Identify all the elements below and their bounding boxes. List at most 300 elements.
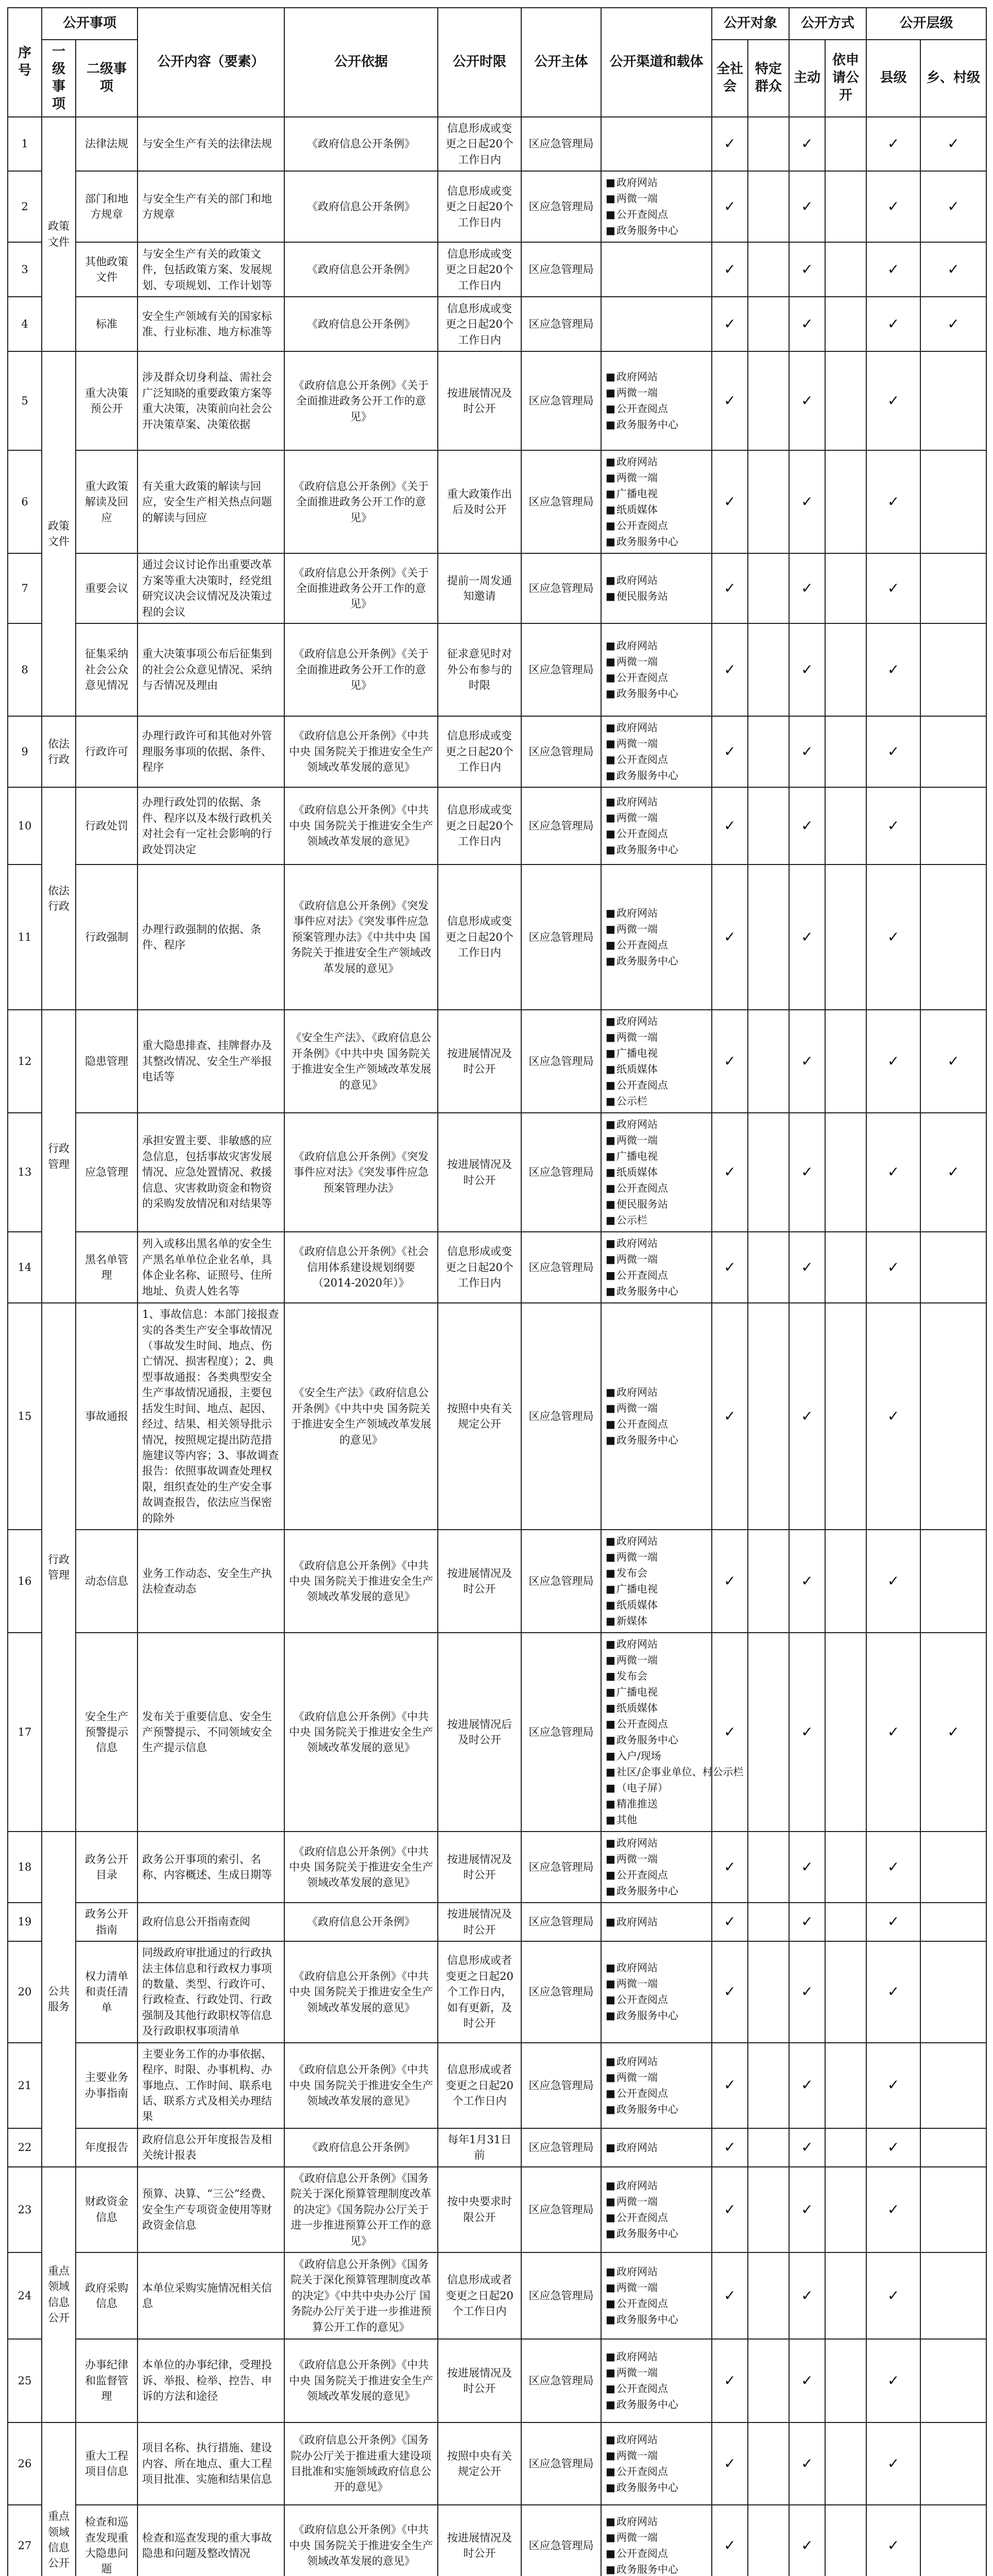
disclosure-subject: 区应急管理局 bbox=[521, 171, 601, 242]
disclosure-basis: 《政府信息公开条例》《关于全面推进政务公开工作的意见》 bbox=[284, 450, 438, 553]
level2-matter: 黑名单管理 bbox=[76, 1232, 138, 1303]
row-number: 3 bbox=[8, 242, 42, 297]
disclosure-time: 按进展情况及时公开 bbox=[438, 1530, 521, 1633]
method-active-check: ✓ bbox=[789, 1903, 825, 1941]
table-row bbox=[8, 1832, 986, 1903]
disclosure-subject: 区应急管理局 bbox=[521, 450, 601, 553]
table-row bbox=[8, 117, 986, 171]
channel-item: ■ 政务服务中心 bbox=[606, 842, 707, 858]
disclosure-basis: 《政府信息公开条例》 bbox=[284, 171, 438, 242]
disclosure-content: 政府信息公开年度报告及相关统计报表 bbox=[138, 2128, 284, 2167]
disclosure-content: 安全生产领域有关的国家标准、行业标准、地方标准等 bbox=[138, 297, 284, 351]
header-target: 公开对象 bbox=[712, 8, 789, 40]
target-all-check: ✓ bbox=[712, 1232, 748, 1303]
method-apply-check bbox=[825, 2043, 866, 2128]
method-active-check: ✓ bbox=[789, 2422, 825, 2505]
channel-item: ■ 政府网站 bbox=[606, 905, 707, 921]
level2-matter: 征集采纳社会公众意见情况 bbox=[76, 623, 138, 716]
hier-town-check: ✓ bbox=[920, 242, 986, 297]
disclosure-subject: 区应急管理局 bbox=[521, 1232, 601, 1303]
hier-town-check bbox=[920, 2167, 986, 2252]
disclosure-content: 与安全生产有关的法律法规 bbox=[138, 117, 284, 171]
disclosure-time: 重大政策作出后及时公开 bbox=[438, 450, 521, 553]
row-number: 9 bbox=[8, 716, 42, 787]
disclosure-basis: 《政府信息公开条例》《突发事件应对法》《突发事件应急预案管理办法》 bbox=[284, 1113, 438, 1232]
target-group-check bbox=[748, 2252, 789, 2339]
channel-item: ■ 两微一端 bbox=[606, 191, 707, 207]
hier-town-check bbox=[920, 1530, 986, 1633]
target-group-check bbox=[748, 623, 789, 716]
channel-item: ■ 政务服务中心 bbox=[606, 223, 707, 239]
disclosure-time: 信息形成或变更之日起20个工作日内 bbox=[438, 297, 521, 351]
disclosure-channels bbox=[601, 117, 712, 171]
channel-item: ■ 两微一端 bbox=[606, 921, 707, 937]
level1-matter: 重点领域信息公开 bbox=[42, 2422, 76, 2576]
channel-item: ■ 政务服务中心 bbox=[606, 2226, 707, 2242]
hier-town-check: ✓ bbox=[920, 1113, 986, 1232]
disclosure-time: 信息形成或变更之日起20个工作日内 bbox=[438, 787, 521, 865]
method-apply-check bbox=[825, 553, 866, 623]
header-method-apply: 依申请公开 bbox=[825, 40, 866, 117]
channel-item: ■ 公示栏 bbox=[606, 1093, 707, 1109]
disclosure-content: 1、事故信息：本部门接报查实的各类生产安全事故情况（事故发生时间、地点、伤亡情况、损害程度）；2、典型事故通报：各类典型安全生产事故情况通报，主要包括发生时间、地点、起因、经过、结果、相关领导批示情况，按照规定提出防范措施建议等内容；3、事故调查报告：依照事故调查处理权限，组织查处的生产安全事故调查报告，依法应当保密的除外 bbox=[138, 1303, 284, 1530]
method-active-check: ✓ bbox=[789, 623, 825, 716]
row-number: 23 bbox=[8, 2167, 42, 2252]
channel-item: ■ 公开查阅点 bbox=[606, 937, 707, 953]
row-number: 18 bbox=[8, 1832, 42, 1903]
disclosure-basis: 《政府信息公开条例》 bbox=[284, 297, 438, 351]
disclosure-subject: 区应急管理局 bbox=[521, 1530, 601, 1633]
target-all-check: ✓ bbox=[712, 1633, 748, 1832]
channel-item: ■ 两微一端 bbox=[606, 1029, 707, 1045]
level2-matter: 部门和地方规章 bbox=[76, 171, 138, 242]
disclosure-time: 信息形成或者变更之日起20个工作日内 bbox=[438, 2252, 521, 2339]
method-apply-check bbox=[825, 1303, 866, 1530]
method-apply-check bbox=[825, 1633, 866, 1832]
row-number: 24 bbox=[8, 2252, 42, 2339]
row-number: 2 bbox=[8, 171, 42, 242]
target-group-check bbox=[748, 2167, 789, 2252]
hier-county-check: ✓ bbox=[866, 1832, 920, 1903]
method-apply-check bbox=[825, 1941, 866, 2043]
target-all-check: ✓ bbox=[712, 2167, 748, 2252]
method-active-check: ✓ bbox=[789, 1941, 825, 2043]
disclosure-subject: 区应急管理局 bbox=[521, 1832, 601, 1903]
table-row bbox=[8, 1530, 986, 1633]
disclosure-subject: 区应急管理局 bbox=[521, 2043, 601, 2128]
method-active-check: ✓ bbox=[789, 2043, 825, 2128]
channel-item: ■ 公开查阅点 bbox=[606, 826, 707, 842]
channel-item: ■ 两微一端 bbox=[606, 810, 707, 826]
disclosure-basis: 《政府信息公开条例》《关于全面推进政务公开工作的意见》 bbox=[284, 351, 438, 450]
channel-item: ■ 公开查阅点 bbox=[606, 2296, 707, 2312]
disclosure-time: 提前一周发通知邀请 bbox=[438, 553, 521, 623]
disclosure-channels bbox=[601, 2167, 712, 2252]
table-row bbox=[8, 1303, 986, 1530]
hier-town-check bbox=[920, 2252, 986, 2339]
disclosure-subject: 区应急管理局 bbox=[521, 2128, 601, 2167]
channel-item: ■ 政府网站 bbox=[606, 720, 707, 736]
hier-town-check: ✓ bbox=[920, 1010, 986, 1113]
disclosure-channels bbox=[601, 242, 712, 297]
table-row bbox=[8, 2128, 986, 2167]
method-active-check: ✓ bbox=[789, 1113, 825, 1232]
table-row bbox=[8, 2339, 986, 2422]
method-apply-check bbox=[825, 117, 866, 171]
level2-matter: 法律法规 bbox=[76, 117, 138, 171]
table-row bbox=[8, 623, 986, 716]
channel-item: ■ 政务服务中心 bbox=[606, 2480, 707, 2496]
level2-matter: 检查和巡查发现重大隐患问题 bbox=[76, 2505, 138, 2576]
disclosure-basis: 《政府信息公开条例》《国务院办公厅关于推进重大建设项目批准和实施领域政府信息公开的意见》 bbox=[284, 2422, 438, 2505]
target-all-check: ✓ bbox=[712, 1941, 748, 2043]
header-level2: 二级事项 bbox=[76, 40, 138, 117]
disclosure-basis: 《政府信息公开条例》《突发事件应对法》《突发事件应急预案管理办法》《中共中央 国务院关于推进安全生产领域改革发展的意见》 bbox=[284, 865, 438, 1010]
channel-item: ■ 公开查阅点 bbox=[606, 1416, 707, 1432]
hier-county-check: ✓ bbox=[866, 2422, 920, 2505]
channel-item: ■ 两微一端 bbox=[606, 654, 707, 670]
channel-item: ■ 政务服务中心 bbox=[606, 2562, 707, 2576]
disclosure-content: 通过会议讨论作出重要改革方案等重大决策时，经党组研究议决会议情况及决策过程的会议 bbox=[138, 553, 284, 623]
channel-item: ■ 广播电视 bbox=[606, 1148, 707, 1164]
header-hier-town: 乡、村级 bbox=[920, 40, 986, 117]
disclosure-basis: 《政府信息公开条例》 bbox=[284, 242, 438, 297]
target-group-check bbox=[748, 2043, 789, 2128]
header-method: 公开方式 bbox=[789, 8, 866, 40]
level2-matter: 政务公开指南 bbox=[76, 1903, 138, 1941]
row-number: 13 bbox=[8, 1113, 42, 1232]
target-all-check: ✓ bbox=[712, 553, 748, 623]
channel-item: ■ 政府网站 bbox=[606, 1116, 707, 1132]
disclosure-content: 政府信息公开指南查阅 bbox=[138, 1903, 284, 1941]
row-number: 27 bbox=[8, 2505, 42, 2576]
target-group-check bbox=[748, 351, 789, 450]
channel-item: ■ 政府网站 bbox=[606, 454, 707, 470]
level1-matter: 依法行政 bbox=[42, 787, 76, 1010]
hier-town-check bbox=[920, 1941, 986, 2043]
disclosure-channels bbox=[601, 2128, 712, 2167]
channel-item: ■ 便民服务站 bbox=[606, 1196, 707, 1212]
row-number: 26 bbox=[8, 2422, 42, 2505]
channel-item: ■ 广播电视 bbox=[606, 1581, 707, 1597]
channel-item: ■ 两微一端 bbox=[606, 1851, 707, 1867]
channel-item: ■ 社区/企事业单位、村公示栏 bbox=[606, 1764, 707, 1780]
level2-matter: 安全生产预警提示信息 bbox=[76, 1633, 138, 1832]
row-number: 25 bbox=[8, 2339, 42, 2422]
row-number: 4 bbox=[8, 297, 42, 351]
disclosure-subject: 区应急管理局 bbox=[521, 351, 601, 450]
disclosure-time: 每年1月31日前 bbox=[438, 2128, 521, 2167]
disclosure-time: 按进展情况后及时公开 bbox=[438, 1633, 521, 1832]
hier-county-check: ✓ bbox=[866, 716, 920, 787]
table-row bbox=[8, 716, 986, 787]
level1-matter: 政策文件 bbox=[42, 351, 76, 716]
disclosure-channels bbox=[601, 1903, 712, 1941]
channel-item: ■ 公开查阅点 bbox=[606, 207, 707, 223]
method-apply-check bbox=[825, 2167, 866, 2252]
disclosure-basis: 《安全生产法》、《政府信息公开条例》《中共中央 国务院关于推进安全生产领域改革发展的意见》 bbox=[284, 1010, 438, 1113]
hier-county-check: ✓ bbox=[866, 1113, 920, 1232]
disclosure-time: 按照中央有关规定公开 bbox=[438, 1303, 521, 1530]
disclosure-basis: 《政府信息公开条例》《中共中央 国务院关于推进安全生产领域改革发展的意见》 bbox=[284, 1530, 438, 1633]
channel-item: ■ 政府网站 bbox=[606, 2178, 707, 2194]
channel-item: ■ 两微一端 bbox=[606, 2530, 707, 2546]
row-number: 1 bbox=[8, 117, 42, 171]
disclosure-time: 按进展情况及时公开 bbox=[438, 2505, 521, 2576]
method-apply-check bbox=[825, 2505, 866, 2576]
target-all-check: ✓ bbox=[712, 2043, 748, 2128]
hier-county-check: ✓ bbox=[866, 351, 920, 450]
table-row bbox=[8, 2043, 986, 2128]
header-time: 公开时限 bbox=[438, 8, 521, 117]
hier-county-check: ✓ bbox=[866, 553, 920, 623]
method-active-check: ✓ bbox=[789, 1232, 825, 1303]
channel-item: ■ 政府网站 bbox=[606, 572, 707, 588]
channel-item: ■ 公示栏 bbox=[606, 1212, 707, 1228]
hier-county-check: ✓ bbox=[866, 787, 920, 865]
hier-town-check bbox=[920, 1832, 986, 1903]
channel-item: ■ 政务服务中心 bbox=[606, 2397, 707, 2413]
hier-county-check: ✓ bbox=[866, 2339, 920, 2422]
method-apply-check bbox=[825, 351, 866, 450]
disclosure-content: 发布关于重要信息、安全生产预警提示、不同领域安全生产提示信息 bbox=[138, 1633, 284, 1832]
level1-matter: 政策文件 bbox=[42, 117, 76, 351]
disclosure-content: 与安全生产有关的部门和地方规章 bbox=[138, 171, 284, 242]
target-group-check bbox=[748, 1010, 789, 1113]
disclosure-time: 征求意见时对外公布参与的时限 bbox=[438, 623, 521, 716]
channel-item: ■ 公开查阅点 bbox=[606, 1867, 707, 1883]
hier-town-check bbox=[920, 787, 986, 865]
disclosure-content: 检查和巡查发现的重大事故隐患和问题及整改情况 bbox=[138, 2505, 284, 2576]
disclosure-basis: 《政府信息公开条例》《关于全面推进政务公开工作的意见》 bbox=[284, 553, 438, 623]
channel-item: ■ 政务服务中心 bbox=[606, 686, 707, 702]
channel-item: ■ 新媒体 bbox=[606, 1613, 707, 1629]
channel-item: ■ 两微一端 bbox=[606, 1652, 707, 1668]
hier-county-check: ✓ bbox=[866, 1232, 920, 1303]
method-active-check: ✓ bbox=[789, 2339, 825, 2422]
method-active-check: ✓ bbox=[789, 787, 825, 865]
row-number: 12 bbox=[8, 1010, 42, 1113]
hier-town-check: ✓ bbox=[920, 117, 986, 171]
hier-town-check: ✓ bbox=[920, 1633, 986, 1832]
disclosure-channels bbox=[601, 1010, 712, 1113]
disclosure-content: 重大决策事项公布后征集到的社会公众意见情况、采纳与否情况及理由 bbox=[138, 623, 284, 716]
level2-matter: 动态信息 bbox=[76, 1530, 138, 1633]
channel-item: ■ 政务服务中心 bbox=[606, 1283, 707, 1299]
method-apply-check bbox=[825, 623, 866, 716]
target-all-check: ✓ bbox=[712, 297, 748, 351]
channel-item: ■ 两微一端 bbox=[606, 1400, 707, 1416]
disclosure-content: 同级政府审批通过的行政执法主体信息和行政权力事项的数量、类型、行政许可、行政检查、行政处罚、行政强制及其他行政职权等信息及行政职权事项清单 bbox=[138, 1941, 284, 2043]
method-active-check: ✓ bbox=[789, 2252, 825, 2339]
disclosure-basis: 《安全生产法》《政府信息公开条例》《中共中央 国务院关于推进安全生产领域改革发展的意见》 bbox=[284, 1303, 438, 1530]
header-hier: 公开层级 bbox=[866, 8, 986, 40]
channel-item: ■ 政府网站 bbox=[606, 1960, 707, 1976]
hier-town-check: ✓ bbox=[920, 171, 986, 242]
disclosure-content: 办理行政强制的依据、条件、程序 bbox=[138, 865, 284, 1010]
disclosure-subject: 区应急管理局 bbox=[521, 1941, 601, 2043]
channel-item: ■ 便民服务站 bbox=[606, 588, 707, 604]
disclosure-subject: 区应急管理局 bbox=[521, 1633, 601, 1832]
channel-item: ■ 公开查阅点 bbox=[606, 670, 707, 686]
target-group-check bbox=[748, 242, 789, 297]
disclosure-channels bbox=[601, 1303, 712, 1530]
channel-item: ■ 公开查阅点 bbox=[606, 2086, 707, 2102]
method-active-check: ✓ bbox=[789, 242, 825, 297]
disclosure-basis: 《政府信息公开条例》《中共中央 国务院关于推进安全生产领域改革发展的意见》 bbox=[284, 1832, 438, 1903]
channel-item: ■ 广播电视 bbox=[606, 1684, 707, 1700]
disclosure-time: 按进展情况及时公开 bbox=[438, 351, 521, 450]
disclosure-content: 列入或移出黑名单的安全生产黑名单单位企业名单，具体企业名称、证照号、住所地址、负责人姓名等 bbox=[138, 1232, 284, 1303]
row-number: 22 bbox=[8, 2128, 42, 2167]
method-active-check: ✓ bbox=[789, 2505, 825, 2576]
channel-item: ■ 公开查阅点 bbox=[606, 1992, 707, 2008]
disclosure-time: 信息形成或变更之日起20个工作日内 bbox=[438, 171, 521, 242]
method-apply-check bbox=[825, 1113, 866, 1232]
hier-county-check: ✓ bbox=[866, 450, 920, 553]
table-row bbox=[8, 1903, 986, 1941]
target-all-check: ✓ bbox=[712, 2252, 748, 2339]
row-number: 6 bbox=[8, 450, 42, 553]
channel-item: ■ 政府网站 bbox=[606, 1835, 707, 1851]
channel-item: ■ 两微一端 bbox=[606, 470, 707, 486]
disclosure-subject: 区应急管理局 bbox=[521, 1903, 601, 1941]
disclosure-subject: 区应急管理局 bbox=[521, 1303, 601, 1530]
channel-item: ■ 两微一端 bbox=[606, 2194, 707, 2210]
level1-matter: 公共服务 bbox=[42, 1832, 76, 2167]
channel-item: ■ 政务服务中心 bbox=[606, 2008, 707, 2024]
target-group-check bbox=[748, 2339, 789, 2422]
hier-town-check bbox=[920, 1903, 986, 1941]
channel-item: ■ 政务服务中心 bbox=[606, 768, 707, 784]
disclosure-channels bbox=[601, 1941, 712, 2043]
method-active-check: ✓ bbox=[789, 1633, 825, 1832]
hier-county-check: ✓ bbox=[866, 2167, 920, 2252]
disclosure-basis: 《政府信息公开条例》《国务院关于深化预算管理制度改革的决定》《中共中央办公厅 国务院办公厅关于进一步推进预算公开工作的意见》 bbox=[284, 2252, 438, 2339]
hier-town-check bbox=[920, 351, 986, 450]
target-group-check bbox=[748, 1113, 789, 1232]
disclosure-subject: 区应急管理局 bbox=[521, 297, 601, 351]
target-all-check: ✓ bbox=[712, 1113, 748, 1232]
hier-county-check: ✓ bbox=[866, 1303, 920, 1530]
hier-town-check bbox=[920, 2043, 986, 2128]
level2-matter: 政府采购信息 bbox=[76, 2252, 138, 2339]
method-active-check: ✓ bbox=[789, 450, 825, 553]
level2-matter: 行政许可 bbox=[76, 716, 138, 787]
hier-town-check bbox=[920, 1303, 986, 1530]
target-group-check bbox=[748, 450, 789, 553]
row-number: 15 bbox=[8, 1303, 42, 1530]
channel-item: ■ 公开查阅点 bbox=[606, 1180, 707, 1196]
method-active-check: ✓ bbox=[789, 2128, 825, 2167]
table-row bbox=[8, 450, 986, 553]
method-apply-check bbox=[825, 171, 866, 242]
target-all-check: ✓ bbox=[712, 1010, 748, 1113]
hier-town-check bbox=[920, 716, 986, 787]
channel-item: ■ 两微一端 bbox=[606, 2280, 707, 2296]
method-active-check: ✓ bbox=[789, 171, 825, 242]
channel-item: ■ 政府网站 bbox=[606, 1235, 707, 1251]
disclosure-subject: 区应急管理局 bbox=[521, 1010, 601, 1113]
level2-matter: 年度报告 bbox=[76, 2128, 138, 2167]
hier-town-check bbox=[920, 1232, 986, 1303]
method-active-check: ✓ bbox=[789, 1832, 825, 1903]
header-content: 公开内容（要素） bbox=[138, 8, 284, 117]
row-number: 8 bbox=[8, 623, 42, 716]
disclosure-table bbox=[7, 7, 987, 2576]
level2-matter: 行政处罚 bbox=[76, 787, 138, 865]
channel-item: ■ 发布会 bbox=[606, 1565, 707, 1581]
disclosure-content: 重大隐患排查、挂牌督办及其整改情况、安全生产举报电话等 bbox=[138, 1010, 284, 1113]
disclosure-content: 有关重大政策的解读与回应，安全生产相关热点问题的解读与回应 bbox=[138, 450, 284, 553]
target-all-check: ✓ bbox=[712, 716, 748, 787]
method-active-check: ✓ bbox=[789, 716, 825, 787]
method-apply-check bbox=[825, 297, 866, 351]
channel-item: ■ 广播电视 bbox=[606, 486, 707, 502]
channel-item: ■ 政府网站 bbox=[606, 1013, 707, 1029]
disclosure-channels bbox=[601, 2339, 712, 2422]
disclosure-subject: 区应急管理局 bbox=[521, 2505, 601, 2576]
method-apply-check bbox=[825, 2422, 866, 2505]
disclosure-basis: 《政府信息公开条例》《国务院关于深化预算管理制度改革的决定》《国务院办公厅关于进一步推进预算公开工作的意见》 bbox=[284, 2167, 438, 2252]
disclosure-channels bbox=[601, 2422, 712, 2505]
target-all-check: ✓ bbox=[712, 865, 748, 1010]
channel-item: ■ 两微一端 bbox=[606, 2365, 707, 2381]
hier-county-check: ✓ bbox=[866, 117, 920, 171]
method-apply-check bbox=[825, 787, 866, 865]
level2-matter: 政务公开目录 bbox=[76, 1832, 138, 1903]
hier-county-check: ✓ bbox=[866, 1633, 920, 1832]
disclosure-basis: 《政府信息公开条例》《中共中央 国务院关于推进安全生产领域改革发展的意见》 bbox=[284, 2043, 438, 2128]
hier-county-check: ✓ bbox=[866, 2128, 920, 2167]
disclosure-subject: 区应急管理局 bbox=[521, 242, 601, 297]
level2-matter: 办事纪律和监督管理 bbox=[76, 2339, 138, 2422]
channel-item: ■ 政府网站 bbox=[606, 2264, 707, 2280]
table-row bbox=[8, 2505, 986, 2576]
disclosure-basis: 《政府信息公开条例》《中共中央 国务院关于推进安全生产领域改革发展的意见》 bbox=[284, 1941, 438, 2043]
disclosure-basis: 《政府信息公开条例》 bbox=[284, 1903, 438, 1941]
target-group-check bbox=[748, 297, 789, 351]
disclosure-content: 业务工作动态、安全生产执法检查动态 bbox=[138, 1530, 284, 1633]
target-group-check bbox=[748, 1530, 789, 1633]
disclosure-channels bbox=[601, 450, 712, 553]
disclosure-basis: 《政府信息公开条例》 bbox=[284, 2128, 438, 2167]
hier-county-check: ✓ bbox=[866, 865, 920, 1010]
target-all-check: ✓ bbox=[712, 2128, 748, 2167]
channel-item: ■ 政府网站 bbox=[606, 1533, 707, 1549]
disclosure-time: 信息形成或变更之日起20个工作日内 bbox=[438, 117, 521, 171]
target-group-check bbox=[748, 1941, 789, 2043]
level2-matter: 重要会议 bbox=[76, 553, 138, 623]
method-apply-check bbox=[825, 2252, 866, 2339]
target-group-check bbox=[748, 553, 789, 623]
channel-item: ■ 公开查阅点 bbox=[606, 2464, 707, 2480]
disclosure-content: 政务公开事项的索引、名称、内容概述、生成日期等 bbox=[138, 1832, 284, 1903]
target-group-check bbox=[748, 1903, 789, 1941]
disclosure-basis: 《政府信息公开条例》《中共中央 国务院关于推进安全生产领域改革发展的意见》 bbox=[284, 787, 438, 865]
channel-item: ■ 纸质媒体 bbox=[606, 502, 707, 518]
target-group-check bbox=[748, 787, 789, 865]
table-row bbox=[8, 2167, 986, 2252]
disclosure-time: 信息形成或变更之日起20个工作日内 bbox=[438, 865, 521, 1010]
disclosure-subject: 区应急管理局 bbox=[521, 553, 601, 623]
method-apply-check bbox=[825, 2128, 866, 2167]
disclosure-time: 按进展情况及时公开 bbox=[438, 2339, 521, 2422]
disclosure-channels bbox=[601, 1633, 744, 1832]
channel-item: ■ 公开查阅点 bbox=[606, 1716, 707, 1732]
disclosure-channels bbox=[601, 1530, 712, 1633]
disclosure-channels bbox=[601, 865, 712, 1010]
